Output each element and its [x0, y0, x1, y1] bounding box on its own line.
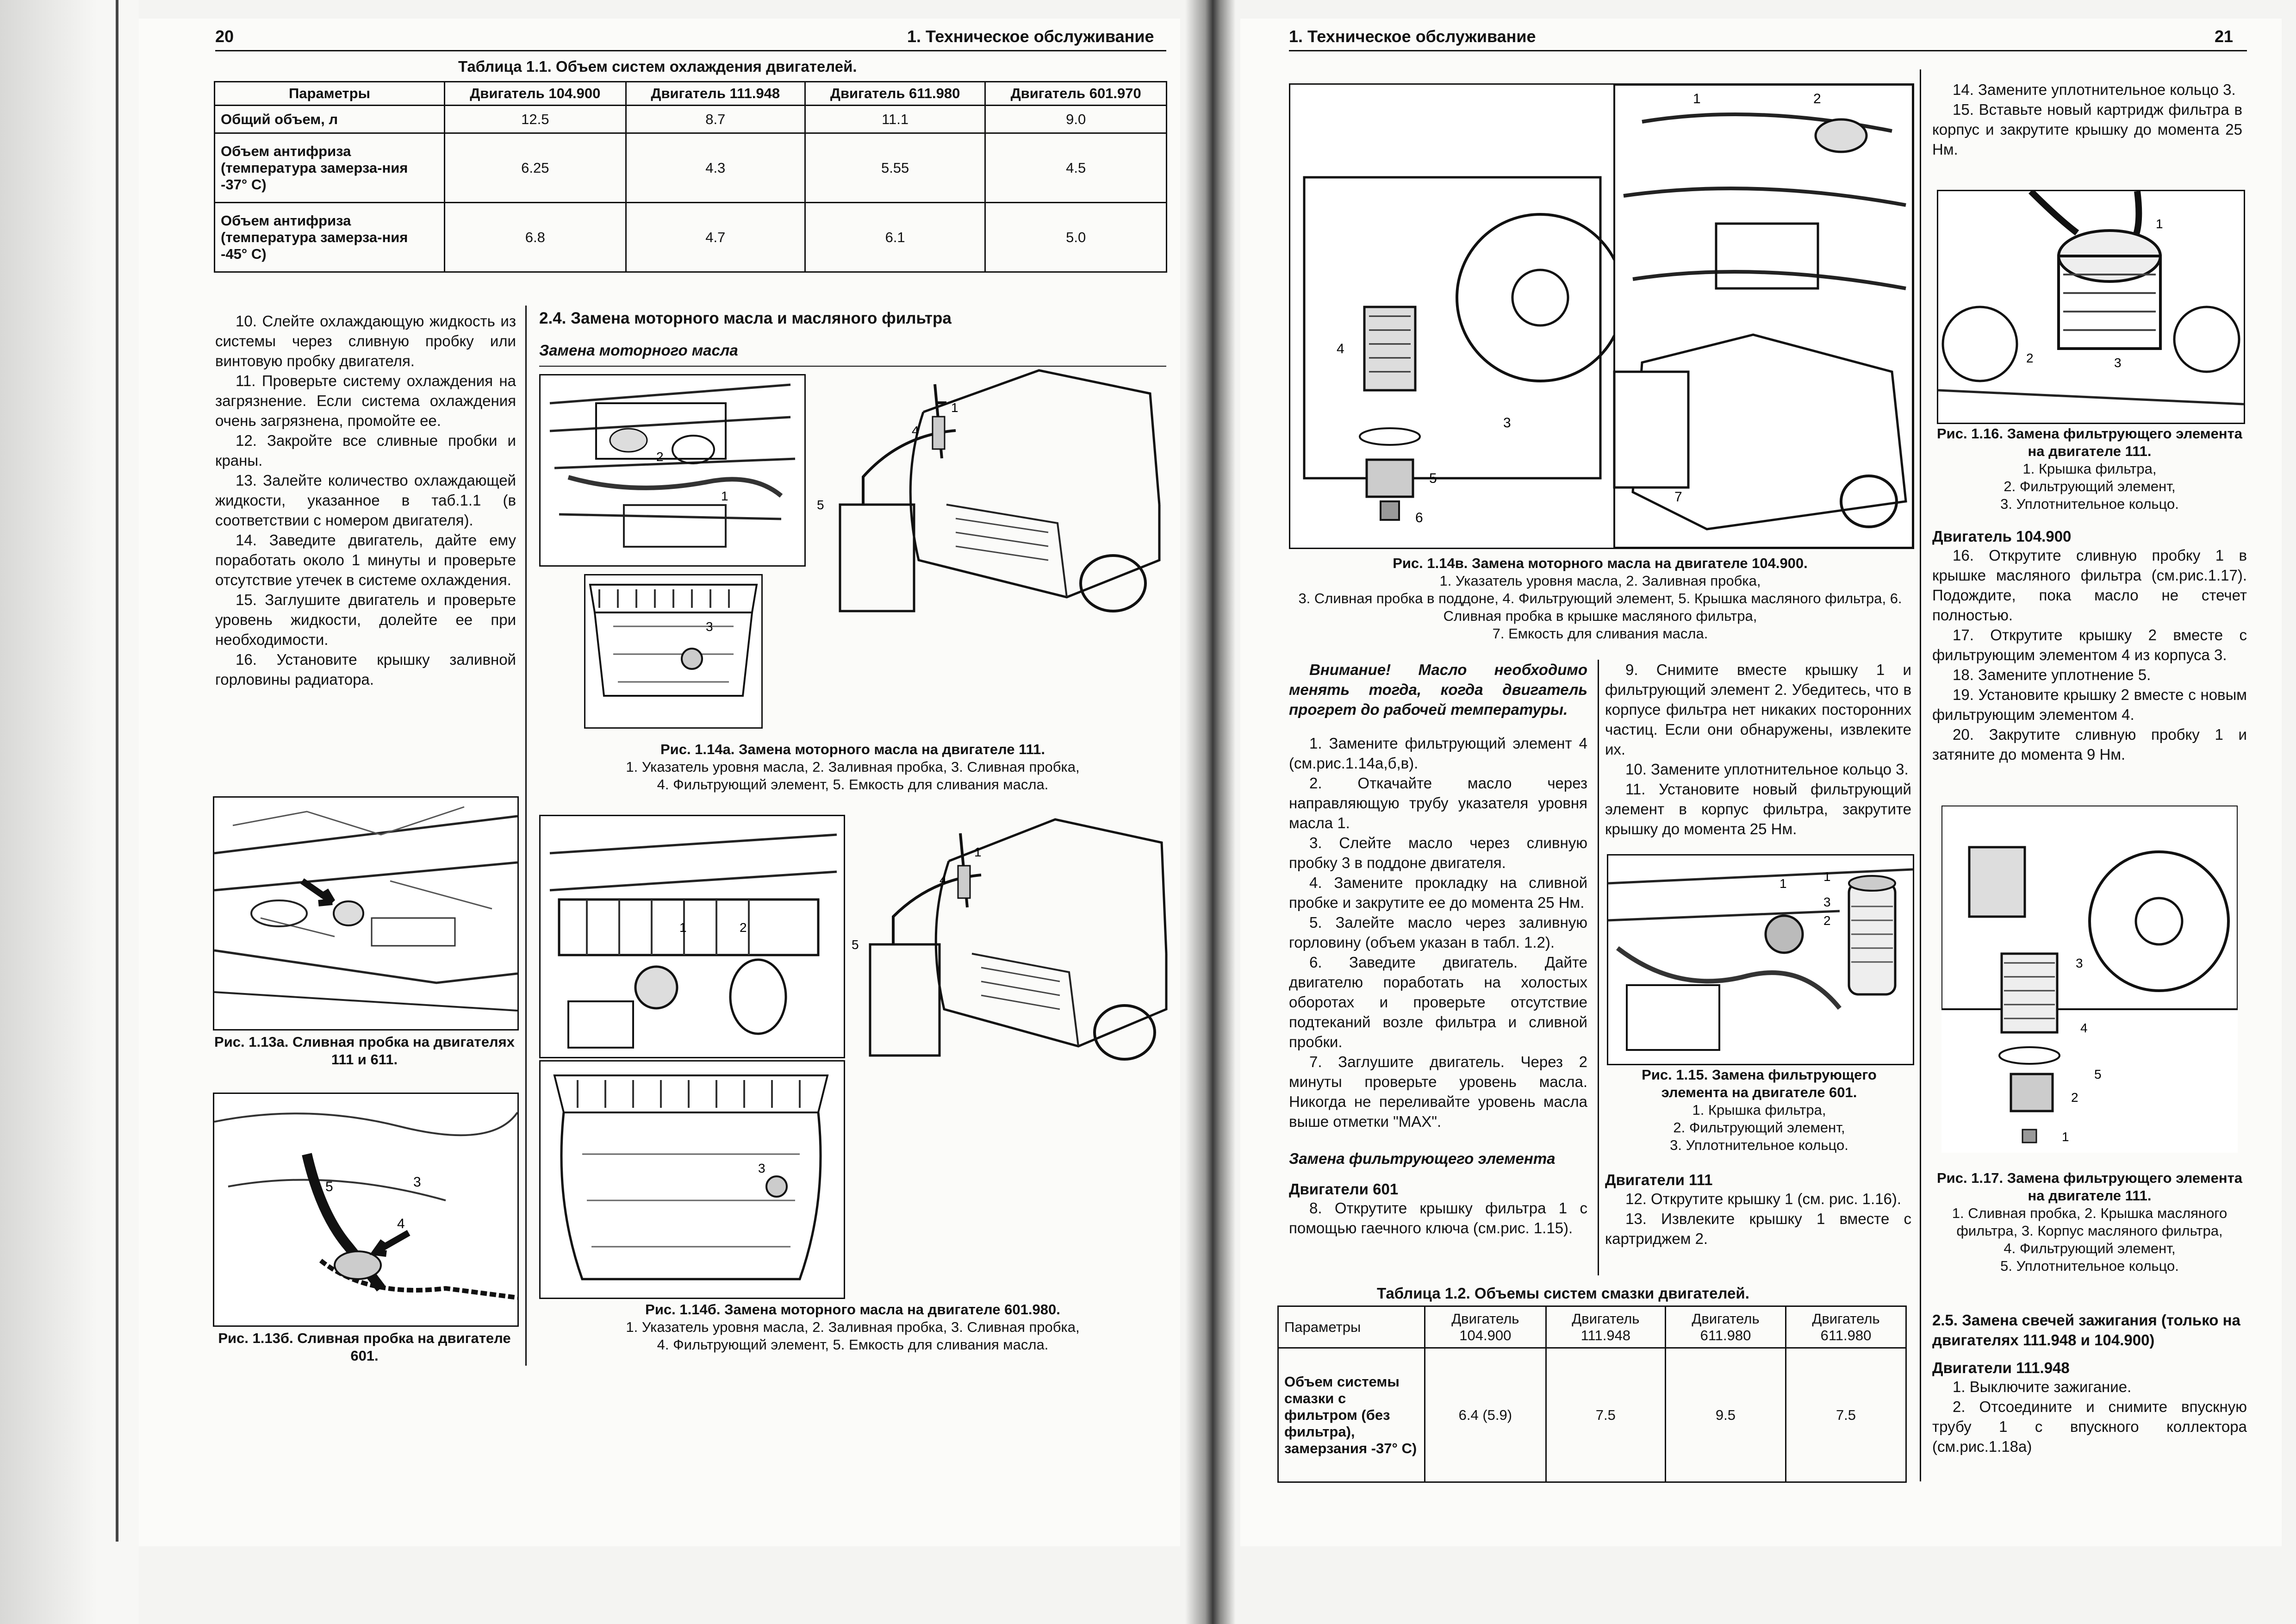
- paragraph: 20. Закрутите сливную пробку 1 и затяните до момента 9 Нм.: [1932, 726, 2247, 763]
- column-divider: [1920, 69, 1921, 1481]
- figure-label: 1: [721, 489, 728, 503]
- figure-label: 3: [1503, 415, 1511, 431]
- figure-label: 5: [817, 498, 824, 512]
- paragraph: 16. Установите крышку заливной горловины радиатора.: [215, 651, 516, 688]
- caption-title: Рис. 1.14в. Замена моторного масла на двигателе 104.900.: [1393, 555, 1808, 571]
- table-cell: 4.5: [985, 133, 1167, 203]
- filter-subsection-title: Замена фильтрующего элемента: [1289, 1150, 1556, 1167]
- paragraph: 11. Проверьте систему охлаждения на загрязнение. Если система охлаждения очень загрязнена, промойте ее.: [215, 372, 516, 429]
- table-row: [1278, 1348, 1906, 1482]
- table-cell: 6.1: [805, 203, 985, 272]
- figure-label: 2: [1823, 913, 1831, 928]
- figure-label: 1: [1780, 876, 1787, 891]
- engine-111948-steps: [1932, 1377, 2247, 1456]
- figure-label: 5: [325, 1179, 333, 1194]
- figure-label: 3: [2076, 956, 2083, 970]
- figure-1-13b-drawing: [214, 1094, 517, 1325]
- paragraph: 9. Снимите вместе крышку 1 и фильтрующий элемент 2. Убедитесь, что в корпусе фильтра нет никаких посторонних частиц. Если они обнаружены, извлеките их.: [1605, 661, 1911, 758]
- figure-label: 3: [2114, 356, 2122, 370]
- figure-1-14v: [1289, 83, 1914, 549]
- figure-1-13b-caption: Рис. 1.13б. Сливная пробка на двигателе 601.: [218, 1330, 511, 1364]
- figure-label: 2: [1813, 91, 1821, 106]
- paragraph: 19. Установите крышку 2 вместе с новым фильтрующим элементом 4.: [1932, 686, 2247, 723]
- engine-104-heading: Двигатель 104.900: [1932, 528, 2072, 545]
- paragraph: 11. Установите новый фильтрующий элемент в корпус фильтра, закрутите крышку до момента 25 Нм.: [1605, 781, 1911, 837]
- figure-label: 1: [679, 920, 687, 935]
- figure-label: 3: [758, 1161, 765, 1175]
- table-cell: Объем антифриза (температура замерза-ния -37° С): [215, 133, 445, 203]
- figure-label: 3: [706, 619, 713, 634]
- figure-label: 3: [413, 1174, 421, 1190]
- table2-lubrication-volumes: [1277, 1305, 1907, 1483]
- figure-1-14a-van: [808, 366, 1169, 625]
- table-header-cell: Двигатель 104.900: [445, 82, 626, 106]
- table1-title: Таблица 1.1. Объем систем охлаждения двигателей.: [458, 58, 857, 75]
- figure-1-15-drawing: [1608, 856, 1913, 1064]
- engine-104-block: [1932, 528, 2247, 764]
- figure-label: 2: [740, 920, 747, 935]
- table-cell: 4.3: [626, 133, 805, 203]
- right-header-rule: [1289, 50, 2247, 51]
- paragraph: 15. Вставьте новый картридж фильтра в корпус и закрутите крышку до момента 25 Нм.: [1932, 101, 2242, 158]
- table-header-cell: Двигатель 601.970: [985, 82, 1167, 106]
- figure-1-14a-oilpan: [584, 574, 763, 729]
- section-2-4-title: 2.4. Замена моторного масла и масляного фильтра: [539, 309, 952, 327]
- figure-label: 4: [912, 424, 919, 438]
- right-col2-text: [1605, 660, 1911, 839]
- van-drawing: [847, 815, 1169, 1074]
- table-header-cell: Двигатель 611.980: [805, 82, 985, 106]
- figure-1-16-caption: [1932, 425, 2247, 513]
- paragraph: 6. Заведите двигатель. Дайте двигателю поработать на холостых оборотах и проверьте отсутствие подтеканий возле фильтра и сливной пробки.: [1289, 954, 1587, 1050]
- caption-item: 5. Уплотнительное кольцо.: [2000, 1258, 2179, 1274]
- figure-label: 4: [1337, 341, 1344, 356]
- table-cell: Объем системы смазки с фильтром (без фильтра), замерзания -37° С): [1278, 1348, 1425, 1482]
- column-divider: [525, 306, 527, 1366]
- figure-label: 4: [397, 1216, 405, 1231]
- paragraph: 12. Закройте все сливные пробки и краны.: [215, 432, 516, 469]
- table1-coolant-volumes: [214, 81, 1167, 273]
- table-cell: 8.7: [626, 106, 805, 133]
- engine-drawing: [541, 816, 844, 1057]
- caption-item: 3. Уплотнительное кольцо.: [1670, 1137, 1848, 1153]
- table-header-cell: Параметры: [1278, 1306, 1425, 1348]
- table-cell: 6.4 (5.9): [1425, 1348, 1546, 1482]
- table-cell: Общий объем, л: [215, 106, 445, 133]
- engine-104-steps: [1932, 545, 2247, 764]
- figure-label: 5: [2094, 1067, 2102, 1081]
- right-col3-top-text: [1932, 80, 2242, 159]
- table-header-row: [215, 82, 1167, 106]
- table-cell: 5.0: [985, 203, 1167, 272]
- figure-label: 2: [2071, 1090, 2078, 1105]
- paragraph: 15. Заглушите двигатель и проверьте уровень жидкости, долейте ее при необходимости.: [215, 591, 516, 648]
- paragraph: 3. Слейте масло через сливную пробку 3 в поддоне двигателя.: [1289, 834, 1587, 871]
- table-header-cell: Двигатель 104.900: [1425, 1306, 1546, 1348]
- paragraph: 4. Замените прокладку на сливной пробке и закрутите ее до момента 25 Нм.: [1289, 874, 1587, 911]
- paragraph: 10. Слейте охлаждающую жидкость из системы через сливную пробку или винтовую пробку двигателя.: [215, 312, 516, 369]
- section-2-5-title: 2.5. Замена свечей зажигания (только на двигателях 111.948 и 104.900): [1932, 1312, 2240, 1349]
- figure-label: 2: [656, 450, 664, 464]
- caption-item: 1. Крышка фильтра,: [2022, 461, 2157, 477]
- figure-label: 5: [852, 937, 859, 952]
- oil-change-steps: [1289, 733, 1587, 1131]
- table-cell: 6.8: [445, 203, 626, 272]
- paragraph: 12. Открутите крышку 1 (см. рис. 1.16).: [1625, 1190, 1902, 1207]
- caption-item: 1. Сливная пробка, 2. Крышка масляного фильтра, 3. Корпус масляного фильтра,: [1952, 1205, 2228, 1239]
- binding-edge: [0, 0, 139, 1624]
- paragraph: 2. Откачайте масло через направляющую трубу указателя уровня масла 1.: [1289, 775, 1587, 831]
- paragraph: 14. Заведите двигатель, дайте ему поработать около 1 минуты и проверьте отсутствие утечек в системе охлаждения.: [215, 531, 516, 588]
- right-page-header: 1. Техническое обслуживание: [1289, 27, 1536, 46]
- figure-label: 6: [1415, 510, 1423, 525]
- table-cell: 7.5: [1786, 1348, 1906, 1482]
- table-header-cell: Двигатель 611.980: [1665, 1306, 1786, 1348]
- figure-1-13a: [213, 796, 519, 1031]
- left-page-header: 1. Техническое обслуживание: [907, 27, 1154, 46]
- table-cell: 9.0: [985, 106, 1167, 133]
- paragraph: 5. Залейте масло через заливную горловину (объем указан в табл. 1.2).: [1289, 914, 1587, 951]
- figure-1-14b-engine: [539, 815, 845, 1058]
- paragraph: 1. Замените фильтрующий элемент 4 (см.рис.1.14а,б,в).: [1289, 735, 1587, 772]
- figure-label: 1: [2156, 217, 2163, 231]
- table-header-row: [1278, 1306, 1906, 1348]
- paragraph: 7. Заглушите двигатель. Через 2 минуты проверьте уровень масла. Никогда не переливайте уровень масла выше отметки "MAX".: [1289, 1053, 1587, 1130]
- paragraph: 18. Замените уплотнение 5.: [1953, 666, 2151, 683]
- figure-1-15-caption: [1607, 1066, 1911, 1154]
- figure-1-15: [1607, 854, 1914, 1065]
- engines-601-heading: Двигатели 601: [1289, 1181, 1399, 1198]
- table-header-cell: Двигатель 111.948: [1546, 1306, 1665, 1348]
- figure-1-14v-drawing: [1290, 85, 1913, 548]
- table-cell: Объем антифриза (температура замерза-ния -45° С): [215, 203, 445, 272]
- oilpan-drawing: [541, 1062, 844, 1298]
- figure-1-14b-caption: [539, 1301, 1166, 1354]
- caption-title: Рис. 1.16. Замена фильтрующего элемента на двигателе 111.: [1936, 425, 2243, 459]
- table-cell: 11.1: [805, 106, 985, 133]
- figure-1-16: [1937, 190, 2245, 424]
- figure-1-14a-caption: [539, 741, 1166, 793]
- table-cell: 9.5: [1665, 1348, 1786, 1482]
- paragraph: 16. Открутите сливную пробку 1 в крышке масляного фильтра (см.рис.1.17). Подождите, пока масло не стечет полностью.: [1932, 547, 2247, 624]
- van-drawing: [808, 366, 1169, 625]
- figure-label: 1: [951, 400, 958, 415]
- figure-1-17-drawing: [1941, 806, 2238, 1153]
- figure-1-13b: [213, 1093, 519, 1327]
- figure-1-17-caption: [1932, 1169, 2247, 1275]
- table-cell: 6.25: [445, 133, 626, 203]
- caption-line: 4. Фильтрующий элемент, 5. Емкость для сливания масла.: [657, 776, 1049, 793]
- section-2-5-block: [1932, 1310, 2247, 1456]
- caption-title: Рис. 1.14б. Замена моторного масла на двигателе 601.980.: [645, 1301, 1060, 1318]
- caption-line: 4. Фильтрующий элемент, 5. Емкость для сливания масла.: [657, 1337, 1049, 1353]
- column-divider: [1598, 660, 1599, 1275]
- caption-item: 3. Уплотнительное кольцо.: [2000, 496, 2179, 512]
- paragraph: 2. Отсоедините и снимите впускную трубу 1 с впускного коллектора (см.рис.1.18а): [1932, 1398, 2247, 1455]
- figure-label: 3: [1823, 895, 1831, 909]
- figure-1-17: [1941, 806, 2238, 1153]
- table-header-cell: Двигатель 611.980: [1786, 1306, 1906, 1348]
- engines-601-text: 8. Открутите крышку фильтра 1 с помощью гаечного ключа (см.рис. 1.15).: [1289, 1199, 1587, 1237]
- book-gutter: [1185, 0, 1236, 1624]
- left-page-number: 20: [215, 27, 234, 46]
- caption-item: 4. Фильтрующий элемент,: [2004, 1240, 2176, 1256]
- caption-title: Рис. 1.17. Замена фильтрующего элемента на двигателе 111.: [1936, 1170, 2243, 1204]
- caption-line: 7. Емкость для сливания масла.: [1492, 625, 1708, 642]
- figure-label: 2: [2026, 351, 2034, 365]
- figure-label: 1: [1823, 869, 1831, 884]
- subsection-oil-change: Замена моторного масла: [539, 342, 738, 359]
- figure-label: 1: [2062, 1130, 2069, 1144]
- figure-label: 4: [2080, 1021, 2088, 1035]
- table2-title: Таблица 1.2. Объемы систем смазки двигателей.: [1377, 1285, 1749, 1302]
- figure-label: 4: [940, 873, 947, 887]
- caption-item: 1. Крышка фильтра,: [1692, 1102, 1826, 1118]
- figure-label: 5: [1429, 471, 1437, 486]
- caption-line: 1. Указатель уровня масла, 2. Заливная пробка,: [1439, 573, 1761, 589]
- engines-111-block: [1605, 1171, 1911, 1249]
- paragraph: 13. Извлеките крышку 1 вместе с картриджем 2.: [1605, 1210, 1911, 1247]
- engine-drawing: [541, 375, 804, 565]
- figure-label: 1: [1693, 91, 1701, 106]
- table-cell: 7.5: [1546, 1348, 1665, 1482]
- caption-title: Рис. 1.14а. Замена моторного масла на двигателе 111.: [660, 741, 1045, 757]
- engines-111-heading: Двигатели 111: [1605, 1171, 1713, 1188]
- table-row: [215, 203, 1167, 272]
- figure-1-14b-van: [847, 815, 1169, 1074]
- caption-item: 2. Фильтрующий элемент,: [1673, 1119, 1845, 1136]
- figure-1-13a-drawing: [214, 798, 517, 1029]
- table-cell: 12.5: [445, 106, 626, 133]
- left-header-rule: [215, 50, 1166, 51]
- table-cell: 4.7: [626, 203, 805, 272]
- figure-1-14v-caption: [1289, 555, 1911, 643]
- engine-111948-heading: Двигатели 111.948: [1932, 1359, 2070, 1376]
- figure-1-14a-engine: [539, 374, 806, 567]
- paragraph: 1. Выключите зажигание.: [1953, 1378, 2132, 1395]
- paragraph: 13. Залейте количество охлаждающей жидкости, указанное в таб.1.1 (в соответствии с номером двигателя).: [215, 472, 516, 529]
- right-page-number: 21: [2215, 27, 2234, 46]
- oilpan-drawing: [585, 575, 761, 727]
- table-header-cell: Двигатель 111.948: [626, 82, 805, 106]
- paragraph: 14. Замените уплотнительное кольцо 3.: [1953, 81, 2236, 98]
- right-col1-text: [1289, 660, 1587, 1238]
- paragraph: 17. Открутите крышку 2 вместе с фильтрующим элементом 4 из корпуса 3.: [1932, 626, 2247, 663]
- figure-1-13a-caption: Рис. 1.13а. Сливная пробка на двигателях 111 и 611.: [214, 1034, 515, 1068]
- table-row: [215, 133, 1167, 203]
- caption-item: 2. Фильтрующий элемент,: [2004, 478, 2176, 494]
- figure-1-14b-oilpan: [539, 1060, 845, 1299]
- caption-title: Рис. 1.15. Замена фильтрующего элемента на двигателе 601.: [1642, 1067, 1877, 1100]
- caption-line: 3. Сливная пробка в поддоне, 4. Фильтрующий элемент, 5. Крышка масляного фильтра, 6. Сливная пробка в крышке масляного фильтра,: [1298, 590, 1902, 624]
- warning-note: Внимание! Масло необходимо менять тогда, когда двигатель прогрет до рабочей температуры.: [1289, 661, 1587, 718]
- caption-line: 1. Указатель уровня масла, 2. Заливная пробка, 3. Сливная пробка,: [626, 759, 1080, 775]
- figure-label: 7: [1674, 489, 1682, 505]
- table-header-cell: Параметры: [215, 82, 445, 106]
- table-cell: 5.55: [805, 133, 985, 203]
- figure-1-16-drawing: [1938, 191, 2244, 423]
- paragraph: 10. Замените уплотнительное кольцо 3.: [1625, 761, 1909, 778]
- table-row: [215, 106, 1167, 133]
- engines-111-steps: [1605, 1189, 1911, 1249]
- caption-line: 1. Указатель уровня масла, 2. Заливная пробка, 3. Сливная пробка,: [626, 1319, 1080, 1335]
- left-col1-text: [215, 311, 516, 689]
- figure-label: 1: [974, 845, 982, 859]
